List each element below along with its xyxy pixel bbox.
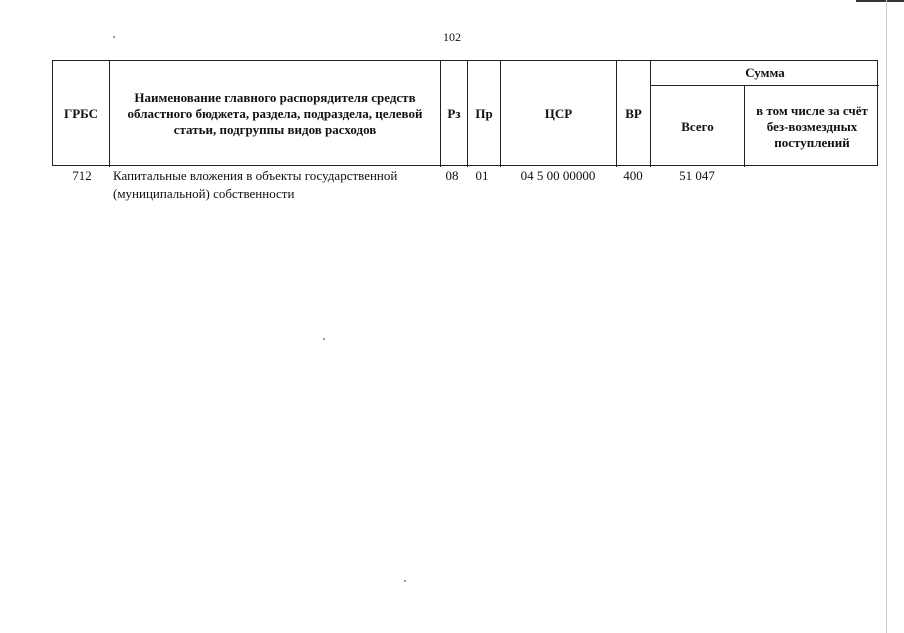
header-rz: Рз [447,106,461,121]
header-vr: ВР [625,106,642,121]
header-gratis: в том числе за счёт без-возмездных поступлений [756,102,868,150]
cell-name: Капитальные вложения в объекты государственной (муниципальной) собственности [113,168,398,201]
cell-vr: 400 [623,168,643,183]
page-number: 102 [443,30,461,44]
header-grbs: ГРБС [63,106,99,121]
cell-pr: 01 [475,168,489,183]
scan-speck [404,580,406,582]
scan-edge-right [886,0,888,633]
cell-total: 51 047 [679,168,715,183]
header-name: Наименование главного распорядителя средств областного бюджета, раздела, подраздела, целевой статьи, подгруппы видов расходов [127,90,423,137]
cell-rz: 08 [445,168,459,183]
header-sum: Сумма [745,65,785,80]
scan-edge-top [856,0,904,3]
header-csr: ЦСР [544,106,573,121]
table-header [52,60,878,166]
header-total: Всего [681,118,714,134]
scan-speck [323,338,325,340]
header-pr: Пр [475,106,493,121]
cell-grbs: 712 [72,168,92,183]
cell-csr: 04 5 00 00000 [520,168,596,183]
